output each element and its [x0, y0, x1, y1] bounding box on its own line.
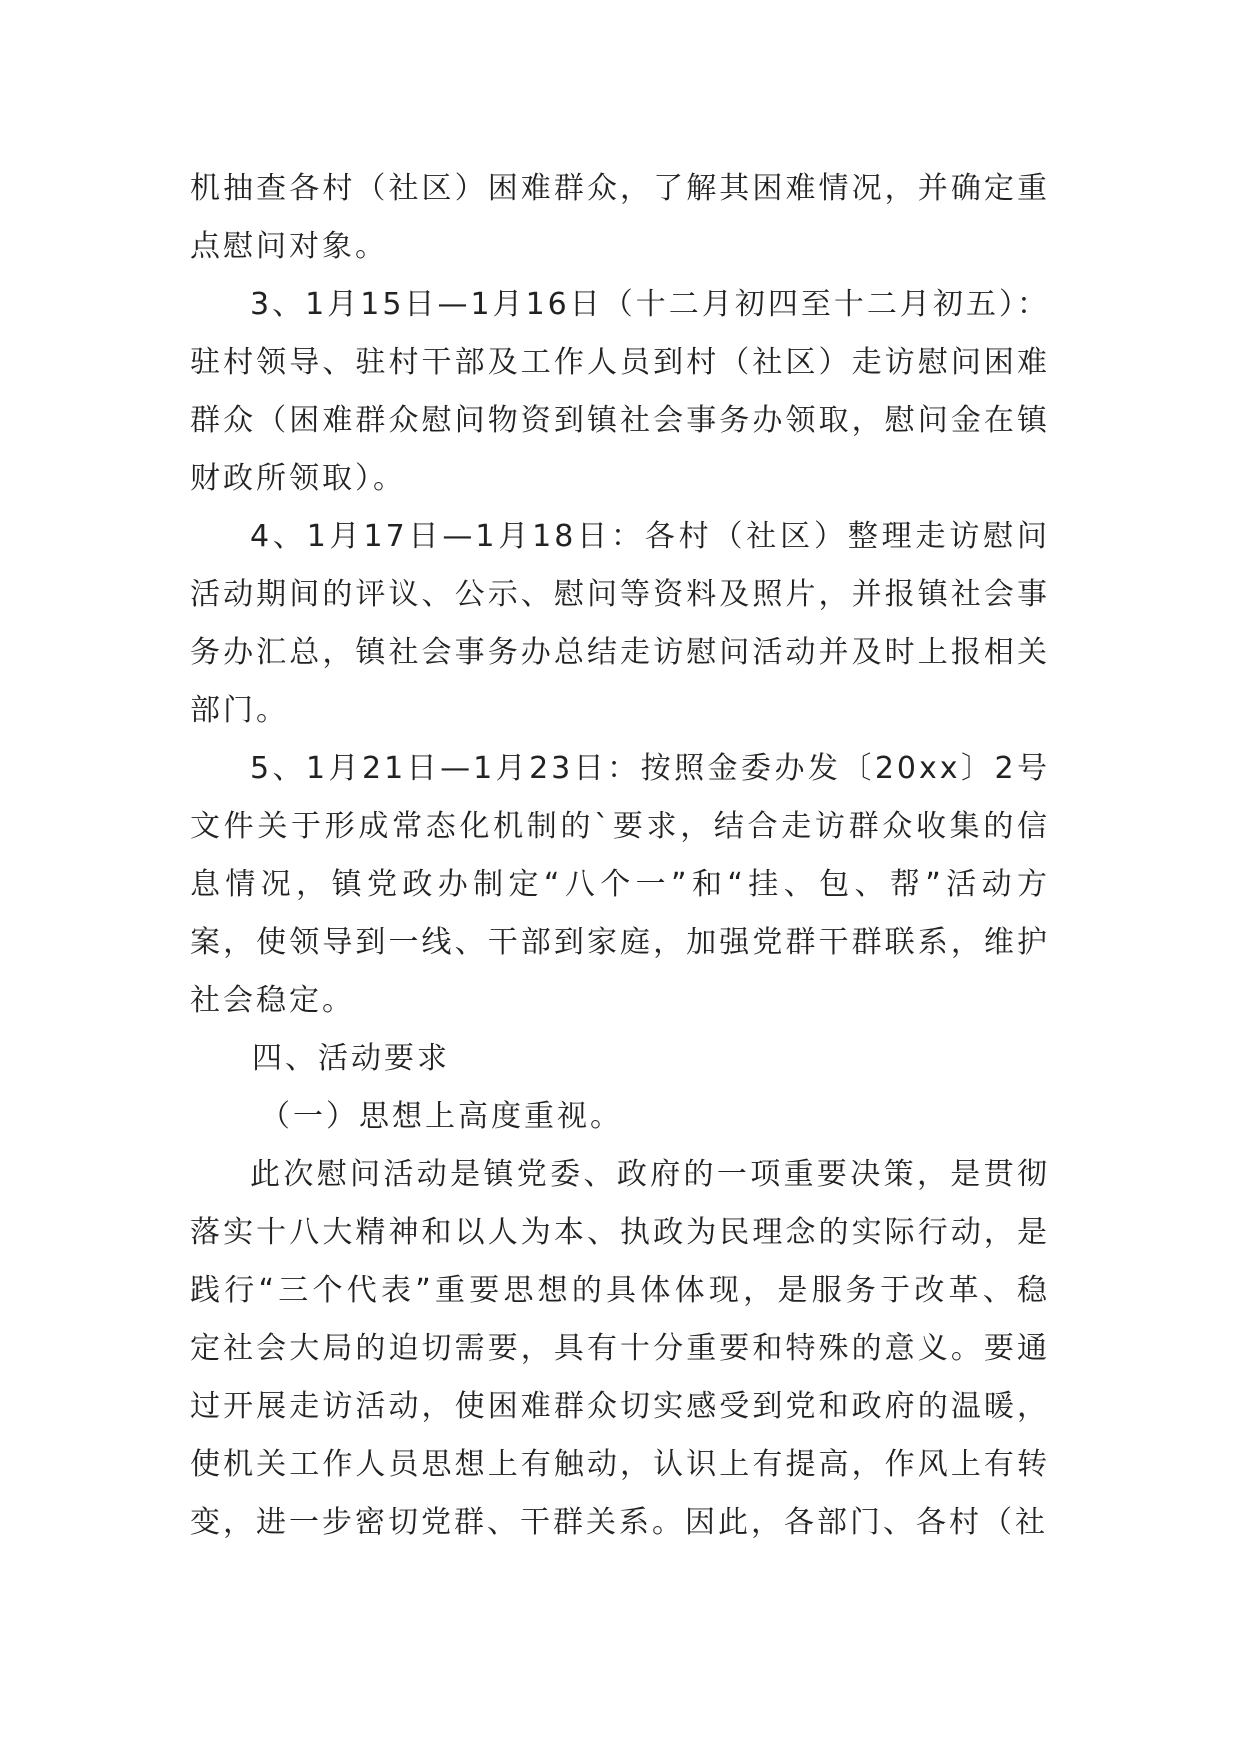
subsection-heading-1: （一）思想上高度重视。: [260, 1099, 623, 1134]
paragraph-continuation: 机抽查各村（社区）困难群众，了解其困难情况，并确定重点慰问对象。: [190, 171, 1050, 264]
section-heading-requirements: 四、活动要求: [252, 1041, 450, 1076]
paragraph-significance: 此次慰问活动是镇党委、政府的一项重要决策，是贯彻落实十八大精神和以人为本、执政为民理念的实际行动，是践行“三个代表”重要思想的具体体现，是服务于改革、稳定社会大局的迫切需要，具有十分重要和特殊的意义。要通过开展走访活动，使困难群众切实感受到党和政府的温暖，使机关工作人员思想上有触动，认识上有提高，作风上有转变，进一步密切党群、干群关系。因此，各部门、各村（社: [190, 1157, 1050, 1540]
document-body: [190, 160, 1050, 1552]
paragraph-item-5: 5、1月21日—1月23日：按照金委办发〔20xx〕2号文件关于形成常态化机制的`要求，结合走访群众收集的信息情况，镇党政办制定“八个一”和“挂、包、帮”活动方案，使领导到一线、干部到家庭，加强党群干群联系，维护社会稳定。: [190, 751, 1050, 1018]
paragraph-item-3: 3、1月15日—1月16日（十二月初四至十二月初五）：驻村领导、驻村干部及工作人员到村（社区）走访慰问困难群众（困难群众慰问物资到镇社会事务办领取，慰问金在镇财政所领取）。: [190, 287, 1050, 496]
paragraph-item-4: 4、1月17日—1月18日：各村（社区）整理走访慰问活动期间的评议、公示、慰问等资料及照片，并报镇社会事务办汇总，镇社会事务办总结走访慰问活动并及时上报相关部门。: [190, 519, 1050, 728]
